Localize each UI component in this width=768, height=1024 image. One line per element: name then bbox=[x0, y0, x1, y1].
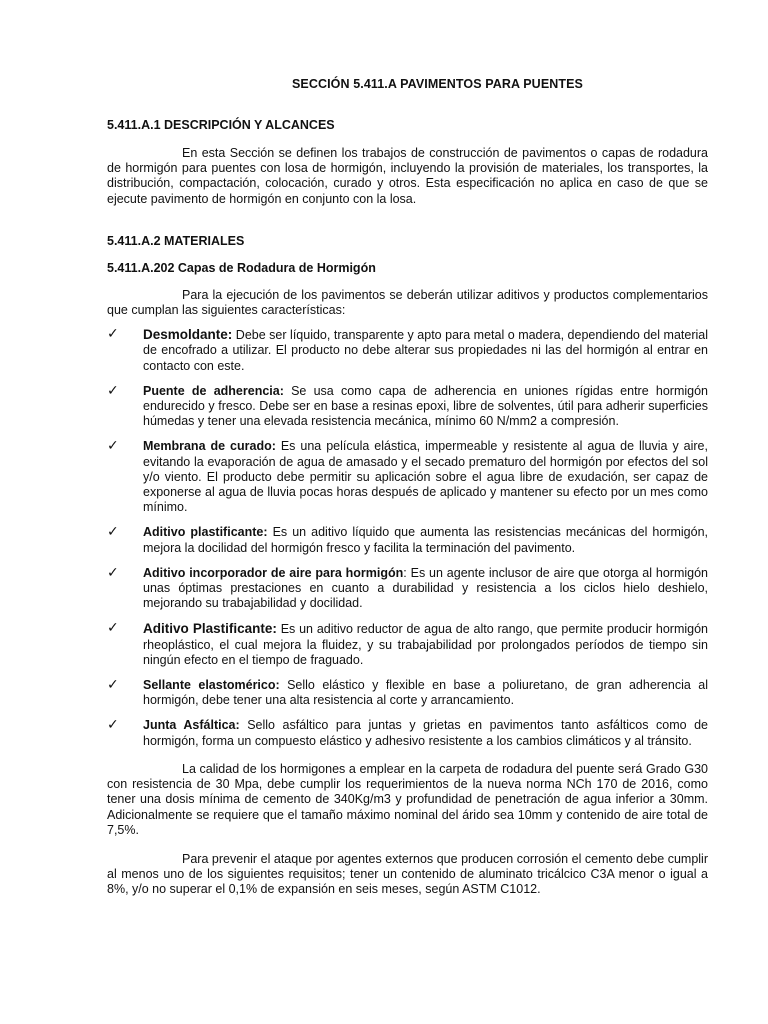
item-text: Debe ser líquido, transparente y apto para metal o madera, dependiendo del material de encofrado a utilizar. El producto no debe alterar sus propiedades ni las del hormigón al entrar en contacto con este. bbox=[143, 328, 708, 373]
list-item-aditivo-plastificante bbox=[107, 525, 708, 555]
section-heading-descripcion: 5.411.A.1 DESCRIPCIÓN Y ALCANCES bbox=[107, 118, 335, 132]
item-text: Es un aditivo reductor de agua de alto rango, que permite producir hormigón rheoplástico, el cual mejora la fluidez, y su trabajabilidad por prolongados períodos de tiempo sin ningún efecto en el tiempo de fraguado. bbox=[143, 622, 708, 667]
list-item-membrana bbox=[107, 439, 708, 515]
item-term: Junta Asfáltica: bbox=[143, 718, 240, 733]
list-item-sellante bbox=[107, 678, 708, 708]
paragraph-descripcion: En esta Sección se definen los trabajos de construcción de pavimentos o capas de rodadura de hormigón para puentes con losa de hormigón, incluyendo la provisión de materiales, los transportes, la distribución, compactación, colocación, curado y otros. Esta especificación no aplica en caso de que se ejecute pavimento de hormigón en conjunto con la losa. bbox=[107, 146, 708, 206]
item-term: Membrana de curado: bbox=[143, 439, 276, 454]
materials-list bbox=[107, 327, 708, 749]
checkmark-icon: ✓ bbox=[107, 620, 119, 637]
list-item-desmoldante bbox=[107, 327, 708, 374]
item-term: Aditivo Plastificante: bbox=[143, 621, 277, 637]
checkmark-icon: ✓ bbox=[107, 524, 119, 541]
page-title: SECCIÓN 5.411.A PAVIMENTOS PARA PUENTES bbox=[291, 77, 583, 91]
item-term: Puente de adherencia: bbox=[143, 383, 284, 398]
list-item-junta bbox=[107, 718, 708, 748]
item-term: Aditivo plastificante: bbox=[143, 525, 268, 540]
checkmark-icon: ✓ bbox=[107, 326, 119, 343]
checkmark-icon: ✓ bbox=[107, 438, 119, 455]
item-text: Se usa como capa de adherencia en uniones rígidas entre hormigón endurecido y fresco. Debe ser en base a resinas epoxi, libre de solventes, útil para adherir superficies húmedas y tener una elevada resistencia mecánica, mínimo 60 N/mm2 a compresión. bbox=[143, 383, 708, 429]
list-item-aditivo-reductor bbox=[107, 621, 708, 668]
checkmark-icon: ✓ bbox=[107, 382, 119, 399]
item-term: Sellante elastomérico: bbox=[143, 678, 280, 693]
item-text: : Es un agente inclusor de aire que otorga al hormigón unas óptimas prestaciones en cuanto a durabilidad y resistencia a los ciclos hielo deshielo, mejorando su trabajabilidad y docilidad. bbox=[143, 565, 708, 611]
paragraph-corrosion: Para prevenir el ataque por agentes externos que producen corrosión el cemento debe cumplir al menos uno de los siguientes requisitos; tener un contenido de aluminato tricálcico C3A menor o igual a 8%, y/o no superar el 0,1% de expansión en seis meses, según ASTM C1012. bbox=[107, 851, 708, 897]
item-text: Sello asfáltico para juntas y grietas en pavimentos tanto asfálticos como de hormigón, forma un compuesto elástico y adhesivo resistente a los cambios climáticos y al tránsito. bbox=[143, 718, 708, 748]
item-term: Aditivo incorporador de aire para hormigón bbox=[143, 565, 404, 580]
checkmark-icon: ✓ bbox=[107, 564, 119, 581]
item-text: Es una película elástica, impermeable y resistente al agua de lluvia y aire, evitando la evaporación de agua de amasado y el secado prematuro del hormigón por efectos del sol y/o viento. El producto debe permitir su aplicación sobre el agua libre de exudación, ser capaz de exponerse al agua de lluvia pocas horas después de aplicado y mantener su efecto por un mes como mínimo. bbox=[143, 439, 708, 515]
section-heading-materiales: 5.411.A.2 MATERIALES bbox=[107, 233, 245, 248]
checkmark-icon: ✓ bbox=[107, 677, 119, 694]
paragraph-intro: Para la ejecución de los pavimentos se deberán utilizar aditivos y productos complementarios que cumplan las siguientes características: bbox=[107, 287, 708, 318]
item-text: Es un aditivo líquido que aumenta las resistencias mecánicas del hormigón, mejora la docilidad del hormigón fresco y facilita la terminación del pavimento. bbox=[143, 525, 708, 555]
list-item-incorporador-aire bbox=[107, 566, 708, 612]
subsection-heading-capas: 5.411.A.202 Capas de Rodadura de Hormigón bbox=[107, 260, 376, 275]
checkmark-icon: ✓ bbox=[107, 717, 119, 734]
item-text: Sello elástico y flexible en base a poliuretano, de gran adherencia al hormigón, debe tener una alta resistencia al corte y arrancamiento. bbox=[143, 678, 708, 708]
paragraph-calidad: La calidad de los hormigones a emplear en la carpeta de rodadura del puente será Grado G30 con resistencia de 30 Mpa, debe cumplir los requerimientos de la nueva norma NCh 170 de 2016, como tener una dosis mínima de cemento de 340Kg/m3 y profundidad de penetración de agua inferior a 30mm. Adicionalmente se requiere que el tamaño máximo nominal del árido sea 10mm y contenido de aire total de 7,5%. bbox=[107, 761, 708, 837]
list-item-puente bbox=[107, 384, 708, 430]
item-term: Desmoldante: bbox=[143, 327, 233, 343]
